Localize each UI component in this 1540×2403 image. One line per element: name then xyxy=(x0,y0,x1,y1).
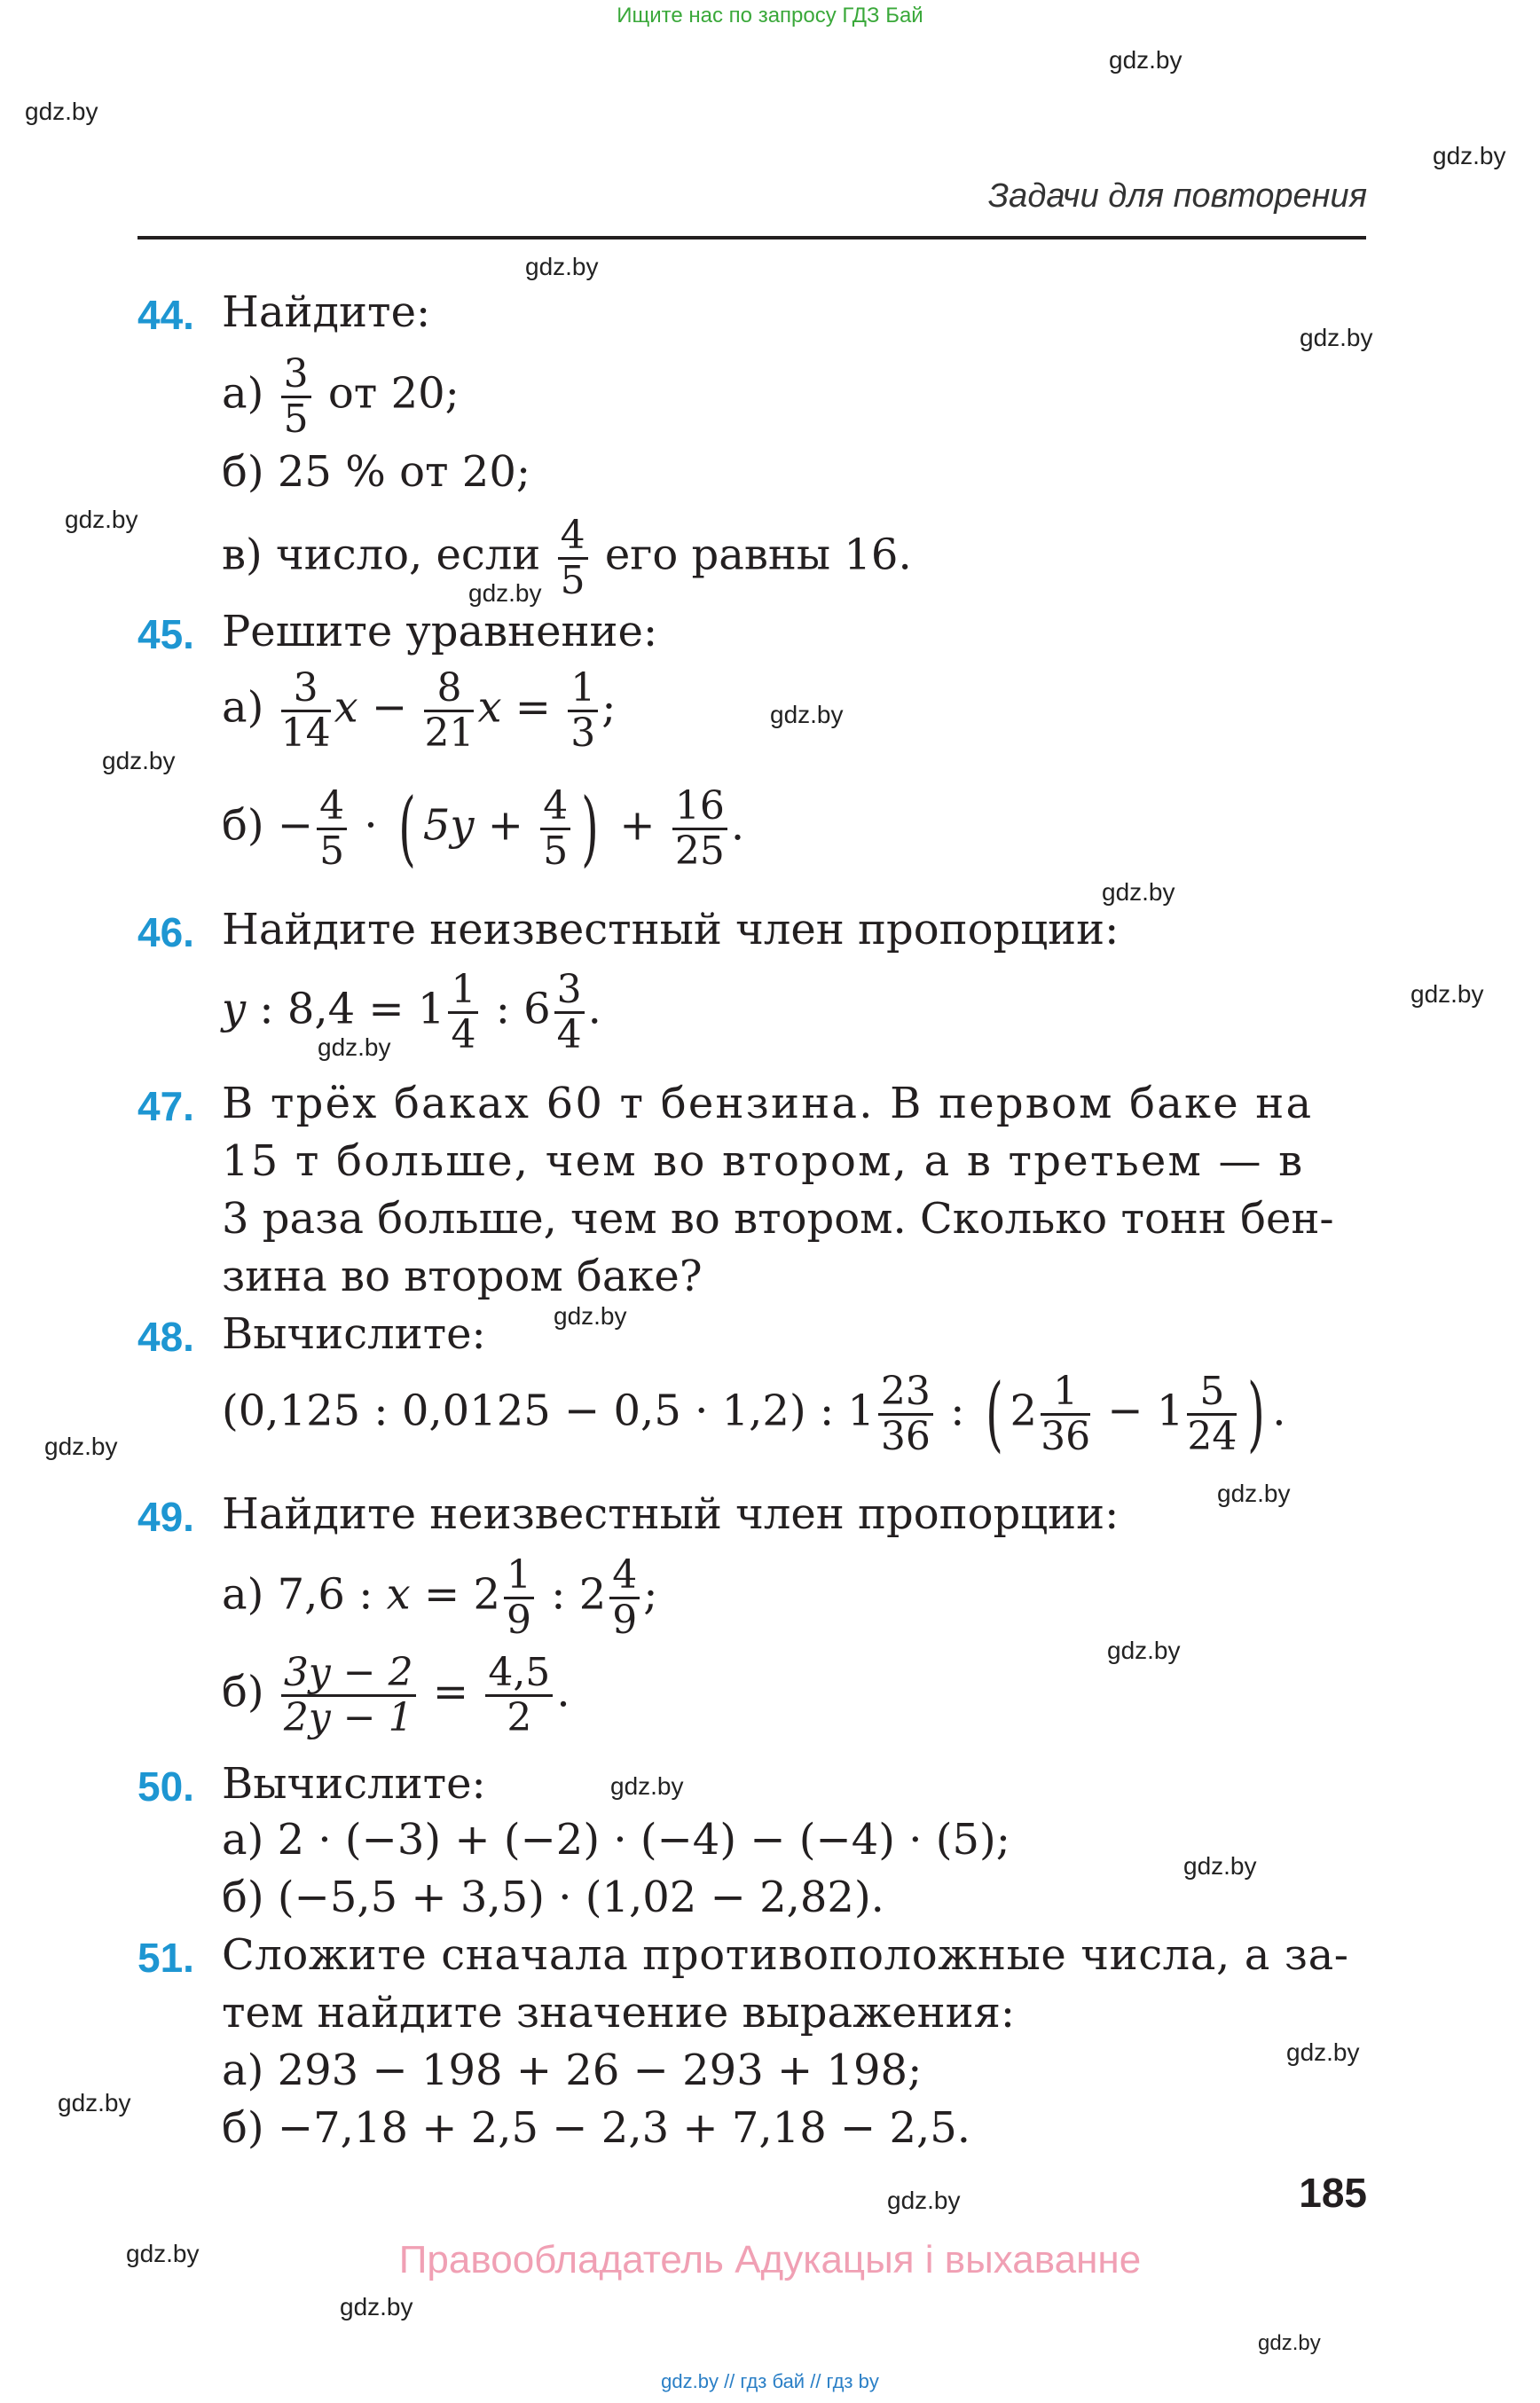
problem-48-expr: (0,125 : 0,0125 − 0,5 · 1,2) : 1 $\frac{23}{36}$ : ( 2 $\frac{1}{36}$ − 1 $\frac{5}{24}$ ) . xyxy=(222,1366,1286,1462)
watermark: gdz.by xyxy=(554,1302,627,1330)
problem-44-c: в) число, если $\frac{4}{5}$ его равны 16. xyxy=(222,513,912,603)
watermark: gdz.by xyxy=(1102,878,1175,906)
problem-45-b: б) − $\frac{4}{5}$ · ( 5y + $\frac{4}{5}$ ) + $\frac{16}{25}$ . xyxy=(222,781,745,876)
section-header: Задачи для повторения xyxy=(987,177,1367,215)
watermark: gdz.by xyxy=(610,1772,684,1800)
fraction: $\frac{1}{4}$ xyxy=(448,969,478,1056)
fraction: $\frac{4}{5}$ xyxy=(558,514,588,601)
watermark: gdz.by xyxy=(1300,324,1373,351)
watermark: gdz.by xyxy=(58,2089,131,2116)
problem-number-50: 50. xyxy=(138,1763,194,1810)
fraction: $\frac{4}{5}$ xyxy=(540,785,570,872)
watermark: gdz.by xyxy=(1258,2331,1321,2355)
problem-45-title: Решите уравнение: xyxy=(222,607,658,656)
problem-47-line: В трёх баках 60 т бензина. В первом баке на xyxy=(222,1079,1314,1128)
fraction: $\frac{4}{5}$ xyxy=(317,785,347,872)
watermark: gdz.by xyxy=(887,2187,961,2214)
watermark: gdz.by xyxy=(770,701,844,728)
problem-46-expr: y : 8,4 = 1 $\frac{1}{4}$ : 6 $\frac{3}{4}$ . xyxy=(222,967,601,1057)
problem-44-b: б) 25 % от 20; xyxy=(222,447,531,497)
watermark: gdz.by xyxy=(126,2240,200,2267)
fraction: $\frac{3}{4}$ xyxy=(554,969,585,1056)
problem-number-48: 48. xyxy=(138,1314,194,1360)
watermark: gdz.by xyxy=(65,506,138,533)
watermark: gdz.by xyxy=(340,2293,413,2321)
fraction: $\frac{16}{25}$ xyxy=(672,785,727,872)
watermark: gdz.by xyxy=(102,747,176,774)
watermark: gdz.by xyxy=(25,98,98,125)
watermark: gdz.by xyxy=(1183,1852,1257,1880)
problem-number-46: 46. xyxy=(138,909,194,955)
fraction: $\frac{1}{9}$ xyxy=(504,1554,534,1641)
problem-46-title: Найдите неизвестный член пропорции: xyxy=(222,905,1120,954)
fraction: $\frac{3}{14}$ xyxy=(280,665,331,756)
problem-51-line: Сложите сначала противоположные числа, а за- xyxy=(222,1930,1349,1980)
problem-44-a: а) $\frac{3}{5}$ от 20; xyxy=(222,351,460,442)
watermark: gdz.by xyxy=(1433,142,1506,169)
problem-49-a: а) 7,6 : x = 2 $\frac{1}{9}$ : 2 $\frac{4}{9}$ ; xyxy=(222,1552,658,1643)
problem-50-title: Вычислите: xyxy=(222,1759,486,1809)
problem-51-line: тем найдите значение выражения: xyxy=(222,1988,1016,2038)
top-search-link[interactable]: Ищите нас по запросу ГДЗ Бай xyxy=(617,4,923,27)
watermark: gdz.by xyxy=(1410,980,1484,1008)
watermark: gdz.by xyxy=(1286,2038,1360,2066)
fraction: $\frac{8}{21}$ xyxy=(424,665,475,756)
fraction: $\frac{1}{3}$ xyxy=(568,667,598,754)
page-number: 185 xyxy=(1299,2170,1367,2216)
watermark: gdz.by xyxy=(525,253,599,280)
watermark: gdz.by xyxy=(1109,46,1182,74)
footer-links[interactable]: gdz.by // гдз бай // гдз by xyxy=(661,2370,879,2392)
watermark: gdz.by xyxy=(1217,1480,1291,1507)
problem-51-a: а) 293 − 198 + 26 − 293 + 198; xyxy=(222,2046,923,2095)
problem-51-b: б) −7,18 + 2,5 − 2,3 + 7,18 − 2,5. xyxy=(222,2103,971,2153)
problem-50-b: б) (−5,5 + 3,5) · (1,02 − 2,82). xyxy=(222,1873,884,1922)
fraction: $\frac{23}{36}$ xyxy=(878,1370,933,1457)
problem-45-a: а) $\frac{3}{14}$ x − $\frac{8}{21}$ x = $\frac{1}{3}$ ; xyxy=(222,665,617,756)
problem-47-line: зина во втором баке? xyxy=(222,1252,703,1301)
problem-49-title: Найдите неизвестный член пропорции: xyxy=(222,1489,1120,1539)
problem-47-line: 3 раза больше, чем во втором. Сколько тонн бен- xyxy=(222,1194,1334,1244)
watermark: gdz.by xyxy=(318,1033,391,1061)
problem-number-51: 51. xyxy=(138,1935,194,1981)
fraction: $\frac{4}{9}$ xyxy=(609,1554,640,1641)
watermark: gdz.by xyxy=(468,579,542,607)
problem-number-45: 45. xyxy=(138,611,194,657)
watermark: gdz.by xyxy=(44,1433,118,1460)
problem-47-line: 15 т больше, чем во втором, а в третьем — в xyxy=(222,1136,1305,1186)
problem-number-44: 44. xyxy=(138,292,194,338)
problem-48-title: Вычислите: xyxy=(222,1309,486,1359)
problem-44-title: Найдите: xyxy=(222,287,431,337)
fraction: $\frac{4,5}{2}$ xyxy=(485,1652,553,1739)
header-rule xyxy=(138,236,1366,240)
problem-number-49: 49. xyxy=(138,1494,194,1540)
watermark: gdz.by xyxy=(1107,1637,1181,1664)
fraction: $\frac{1}{36}$ xyxy=(1041,1369,1091,1459)
problem-49-b: б) $\frac{3y - 2}{2y - 1}$ = $\frac{4,5}{2}$ . xyxy=(222,1650,570,1740)
problem-number-47: 47. xyxy=(138,1083,194,1129)
fraction: $\frac{3y - 2}{2y - 1}$ xyxy=(281,1652,416,1739)
fraction: $\frac{3}{5}$ xyxy=(281,353,311,440)
fraction: $\frac{5}{24}$ xyxy=(1187,1369,1238,1459)
problem-50-a: а) 2 · (−3) + (−2) · (−4) − (−4) · (5); xyxy=(222,1815,1010,1865)
copyright-notice: Правообладатель Адукацыя і выхаванне xyxy=(398,2238,1142,2281)
